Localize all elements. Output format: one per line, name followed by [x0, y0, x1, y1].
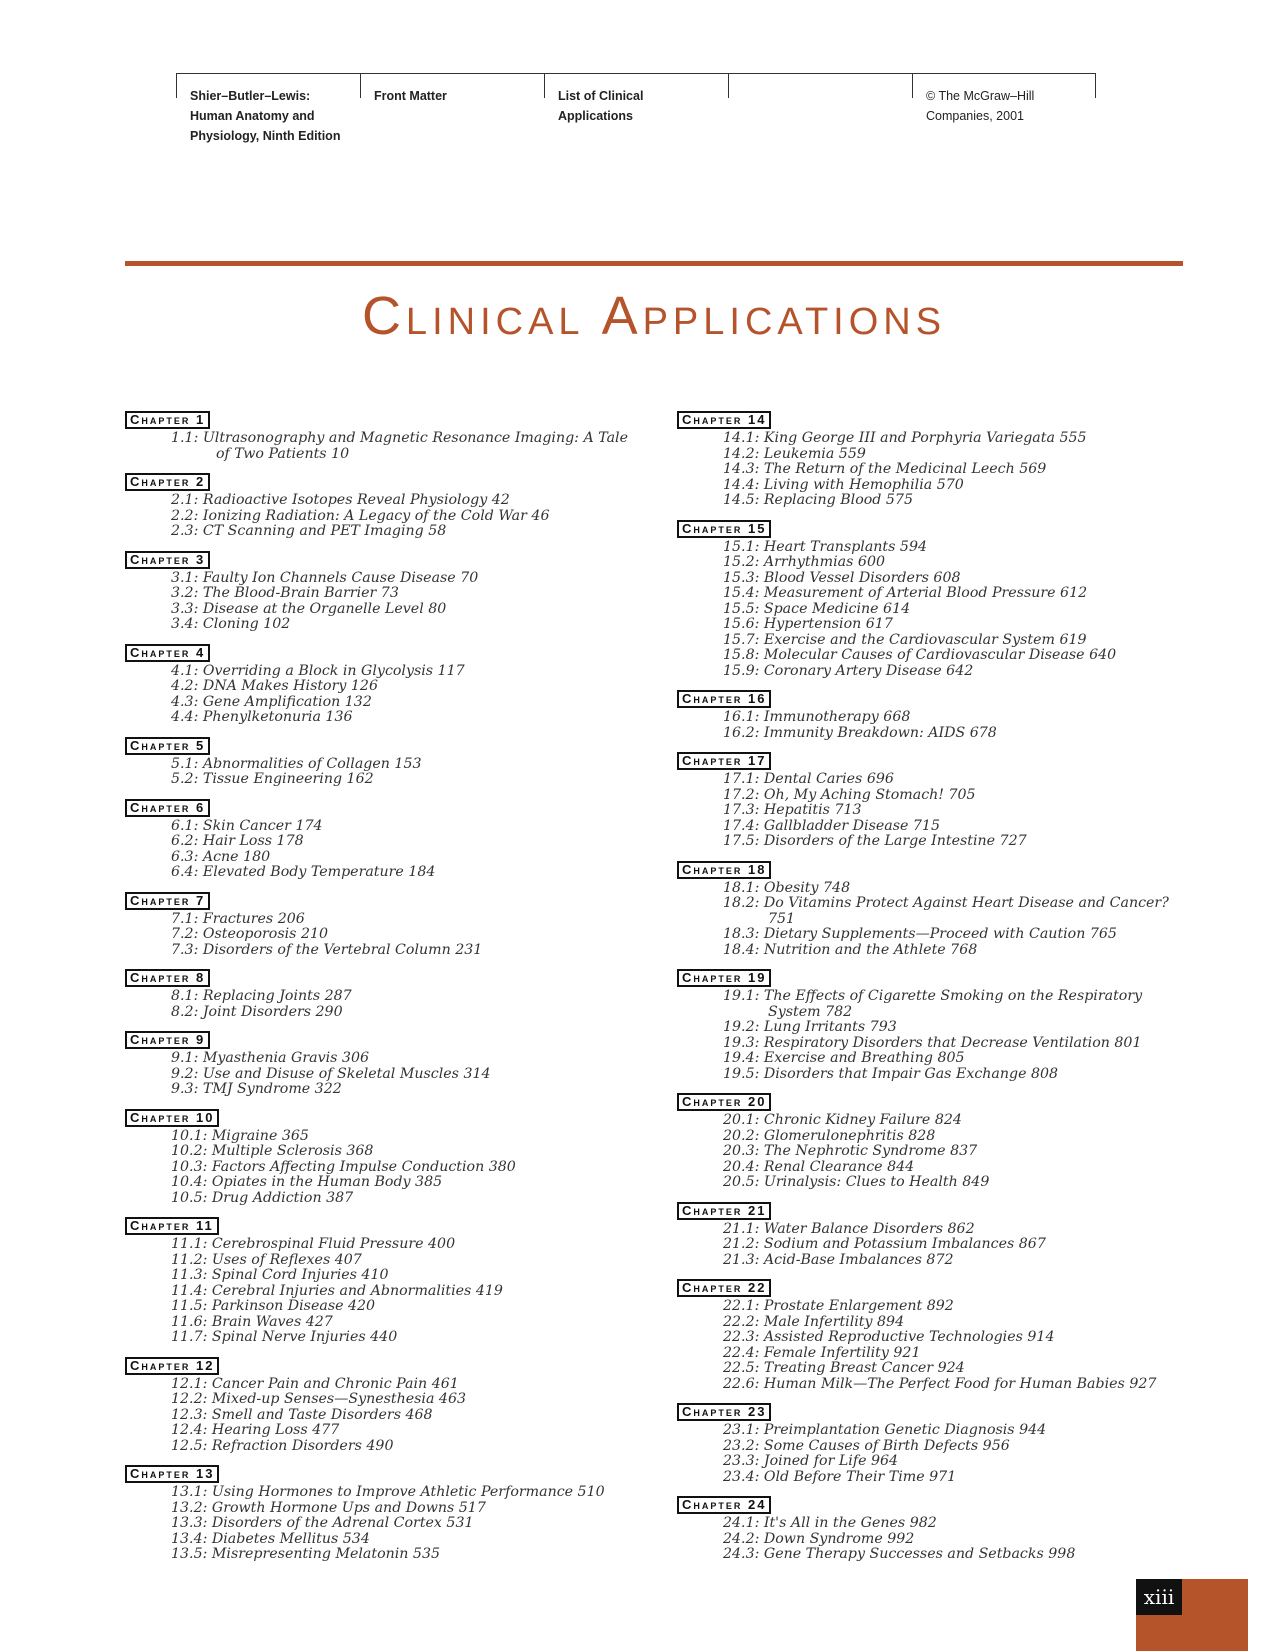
- chapter-section: [125, 890, 645, 959]
- header-section: Front Matter: [374, 89, 447, 103]
- chapter-section: [677, 1401, 1197, 1485]
- application-entry: 20.2: Glomerulonephritis 828: [723, 1127, 936, 1144]
- application-entry: 6.3: Acne 180: [171, 848, 271, 865]
- application-entry: 18.3: Dietary Supplements—Proceed with Caution 765: [723, 926, 1117, 942]
- chapter-section: [125, 735, 645, 788]
- application-entry: 15.8: Molecular Causes of Cardiovascular Disease 640: [723, 647, 1117, 663]
- application-entry: 10.1: Migraine 365: [171, 1127, 309, 1144]
- application-entry: 22.6: Human Milk—The Perfect Food for Human Babies 927: [723, 1375, 1157, 1392]
- application-entry: 6.4: Elevated Body Temperature 184: [171, 864, 436, 880]
- application-entry: 12.2: Mixed-up Senses—Synesthesia 463: [171, 1391, 466, 1407]
- application-entry: 17.1: Dental Caries 696: [723, 771, 894, 787]
- application-entry: 12.1: Cancer Pain and Chronic Pain 461: [171, 1375, 459, 1392]
- application-entry: 13.5: Misrepresenting Melatonin 535: [171, 1546, 441, 1562]
- application-entry: 7.3: Disorders of the Vertebral Column 231: [171, 941, 483, 958]
- header-divider: [360, 74, 361, 98]
- application-entry: 11.2: Uses of Reflexes 407: [171, 1251, 362, 1268]
- application-entry: 11.1: Cerebrospinal Fluid Pressure 400: [171, 1236, 456, 1252]
- chapter-section: [125, 409, 645, 462]
- application-entry: 14.3: The Return of the Medicinal Leech 569: [723, 461, 1047, 477]
- application-entry: 9.1: Myasthenia Gravis 306: [171, 1050, 370, 1066]
- application-entry: 23.3: Joined for Life 964: [723, 1453, 899, 1469]
- chapter-section: [125, 797, 645, 881]
- left-column: [125, 409, 645, 1572]
- page-number: xiii: [1136, 1579, 1182, 1615]
- application-entry: 15.4: Measurement of Arterial Blood Pressure 612: [723, 585, 1088, 601]
- chapter-section: [677, 1200, 1197, 1269]
- chapter-label: Chapter 6: [125, 799, 210, 817]
- application-entry: 6.2: Hair Loss 178: [171, 833, 304, 849]
- chapter-label: Chapter 2: [125, 473, 210, 491]
- application-entry: 14.4: Living with Hemophilia 570: [723, 476, 964, 493]
- application-entry: 4.1: Overriding a Block in Glycolysis 117: [171, 662, 465, 679]
- application-entry: 11.3: Spinal Cord Injuries 410: [171, 1267, 389, 1283]
- chapter-label: Chapter 13: [125, 1465, 219, 1483]
- chapter-section: [125, 1463, 645, 1563]
- application-entry: 2.3: CT Scanning and PET Imaging 58: [171, 523, 447, 539]
- application-entry: 22.3: Assisted Reproductive Technologies 914: [723, 1329, 1055, 1345]
- application-entry: 13.1: Using Hormones to Improve Athletic Performance 510: [171, 1484, 605, 1500]
- application-entry: 3.1: Faulty Ion Channels Cause Disease 70: [171, 569, 479, 586]
- application-entry: 19.3: Respiratory Disorders that Decrease Ventilation 801: [723, 1034, 1142, 1051]
- header-divider: [1095, 74, 1096, 98]
- chapter-section: [125, 471, 645, 540]
- application-entry: 20.4: Renal Clearance 844: [723, 1158, 915, 1175]
- application-entry: 20.1: Chronic Kidney Failure 824: [723, 1112, 962, 1128]
- application-entry: 7.2: Osteoporosis 210: [171, 926, 329, 942]
- header-divider: [912, 74, 913, 98]
- application-entry: 10.4: Opiates in the Human Body 385: [171, 1174, 443, 1190]
- chapter-label: Chapter 15: [677, 520, 771, 538]
- application-entry: 24.3: Gene Therapy Successes and Setbacks 998: [723, 1546, 1076, 1562]
- application-entry: 15.6: Hypertension 617: [723, 616, 893, 632]
- header-item: List of Clinical Applications: [558, 89, 644, 123]
- application-entry: 19.5: Disorders that Impair Gas Exchange 808: [723, 1065, 1059, 1082]
- chapter-label: Chapter 23: [677, 1403, 771, 1421]
- application-entry: 9.2: Use and Disuse of Skeletal Muscles 314: [171, 1065, 491, 1082]
- chapter-section: [677, 750, 1197, 850]
- chapter-section: [677, 688, 1197, 741]
- chapter-label: Chapter 11: [125, 1217, 219, 1235]
- chapter-label: Chapter 21: [677, 1202, 771, 1220]
- application-entry: 2.1: Radioactive Isotopes Reveal Physiology 42: [171, 492, 510, 508]
- application-entry: 20.3: The Nephrotic Syndrome 837: [723, 1143, 978, 1159]
- chapter-section: [677, 518, 1197, 680]
- header-divider: [728, 74, 729, 98]
- application-entry: 15.5: Space Medicine 614: [723, 600, 911, 617]
- chapter-section: [125, 642, 645, 726]
- application-entry: 6.1: Skin Cancer 174: [171, 817, 323, 834]
- application-entry: 23.2: Some Causes of Birth Defects 956: [723, 1437, 1010, 1454]
- chapter-label: Chapter 4: [125, 644, 210, 662]
- chapter-label: Chapter 16: [677, 690, 771, 708]
- application-entry: 8.2: Joint Disorders 290: [171, 1003, 343, 1020]
- application-entry: 11.6: Brain Waves 427: [171, 1313, 333, 1330]
- chapter-label: Chapter 20: [677, 1093, 771, 1111]
- chapter-section: [677, 1494, 1197, 1563]
- title-rule: [125, 261, 1183, 266]
- application-entry: 8.1: Replacing Joints 287: [171, 988, 352, 1004]
- application-entry: 19.1: The Effects of Cigarette Smoking on the Respiratory System 782: [723, 988, 1143, 1020]
- chapter-label: Chapter 10: [125, 1109, 219, 1127]
- application-entry: 12.4: Hearing Loss 477: [171, 1422, 340, 1438]
- application-entry: 21.1: Water Balance Disorders 862: [723, 1220, 975, 1237]
- chapter-label: Chapter 3: [125, 551, 210, 569]
- chapter-label: Chapter 24: [677, 1496, 771, 1514]
- application-entry: 10.3: Factors Affecting Impulse Conduction 380: [171, 1158, 516, 1175]
- chapter-section: [677, 1091, 1197, 1191]
- application-entry: 12.5: Refraction Disorders 490: [171, 1437, 394, 1454]
- application-entry: 2.2: Ionizing Radiation: A Legacy of the Cold War 46: [171, 507, 550, 524]
- application-entry: 24.2: Down Syndrome 992: [723, 1530, 915, 1547]
- application-entry: 4.3: Gene Amplification 132: [171, 693, 372, 710]
- application-entry: 17.4: Gallbladder Disease 715: [723, 817, 940, 834]
- header-divider: [176, 74, 177, 98]
- application-entry: 20.5: Urinalysis: Clues to Health 849: [723, 1174, 990, 1190]
- chapter-label: Chapter 22: [677, 1279, 771, 1297]
- application-entry: 3.2: The Blood-Brain Barrier 73: [171, 585, 399, 601]
- chapter-label: Chapter 12: [125, 1357, 219, 1375]
- application-entry: 13.3: Disorders of the Adrenal Cortex 531: [171, 1515, 474, 1531]
- chapter-section: [125, 1029, 645, 1098]
- application-entry: 4.4: Phenylketonuria 136: [171, 709, 353, 725]
- chapter-label: Chapter 9: [125, 1031, 210, 1049]
- application-entry: 3.3: Disease at the Organelle Level 80: [171, 600, 447, 617]
- chapter-section: [125, 1215, 645, 1346]
- chapter-label: Chapter 5: [125, 737, 210, 755]
- application-entry: 15.7: Exercise and the Cardiovascular System 619: [723, 631, 1087, 648]
- application-entry: 13.4: Diabetes Mellitus 534: [171, 1530, 370, 1547]
- chapter-label: Chapter 18: [677, 861, 771, 879]
- application-entry: 22.1: Prostate Enlargement 892: [723, 1298, 954, 1314]
- right-column: [677, 409, 1197, 1572]
- application-entry: 10.2: Multiple Sclerosis 368: [171, 1143, 374, 1159]
- chapter-section: [677, 409, 1197, 509]
- header-book-title: Shier–Butler–Lewis: Human Anatomy and Physiology, Ninth Edition: [190, 89, 341, 143]
- page-title: Clinical Applications: [361, 286, 947, 346]
- application-entry: 5.2: Tissue Engineering 162: [171, 771, 374, 787]
- chapter-label: Chapter 17: [677, 752, 771, 770]
- chapter-section: [125, 549, 645, 633]
- application-entry: 14.2: Leukemia 559: [723, 445, 866, 462]
- application-entry: 16.2: Immunity Breakdown: AIDS 678: [723, 724, 997, 741]
- chapter-label: Chapter 7: [125, 892, 210, 910]
- chapter-section: [125, 967, 645, 1020]
- application-entry: 11.4: Cerebral Injuries and Abnormalities 419: [171, 1282, 503, 1299]
- application-entry: 24.1: It's All in the Genes 982: [723, 1515, 937, 1531]
- application-entry: 4.2: DNA Makes History 126: [171, 678, 378, 694]
- application-entry: 19.4: Exercise and Breathing 805: [723, 1050, 965, 1066]
- application-entry: 9.3: TMJ Syndrome 322: [171, 1081, 342, 1097]
- application-entry: 22.4: Female Infertility 921: [723, 1344, 921, 1361]
- application-entry: 15.3: Blood Vessel Disorders 608: [723, 569, 961, 586]
- application-entry: 17.5: Disorders of the Large Intestine 727: [723, 833, 1027, 849]
- application-entry: 22.5: Treating Breast Cancer 924: [723, 1360, 965, 1376]
- application-entry: 3.4: Cloning 102: [171, 616, 291, 632]
- application-entry: 19.2: Lung Irritants 793: [723, 1019, 897, 1035]
- application-entry: 1.1: Ultrasonography and Magnetic Resonance Imaging: A Tale of Two Patients 10: [171, 430, 628, 462]
- application-entry: 12.3: Smell and Taste Disorders 468: [171, 1406, 433, 1423]
- application-entry: 23.1: Preimplantation Genetic Diagnosis 944: [723, 1422, 1047, 1438]
- chapter-label: Chapter 8: [125, 969, 210, 987]
- application-entry: 18.2: Do Vitamins Protect Against Heart Disease and Cancer? 751: [723, 895, 1169, 927]
- application-entry: 22.2: Male Infertility 894: [723, 1313, 905, 1330]
- application-entry: 13.2: Growth Hormone Ups and Downs 517: [171, 1499, 486, 1516]
- application-entry: 17.2: Oh, My Aching Stomach! 705: [723, 786, 976, 803]
- chapter-label: Chapter 1: [125, 411, 210, 429]
- chapter-section: [677, 1277, 1197, 1392]
- application-entry: 11.5: Parkinson Disease 420: [171, 1298, 376, 1314]
- application-entry: 10.5: Drug Addiction 387: [171, 1189, 354, 1206]
- chapter-section: [125, 1355, 645, 1455]
- application-entry: 15.2: Arrhythmias 600: [723, 554, 885, 570]
- application-entry: 15.9: Coronary Artery Disease 642: [723, 662, 974, 679]
- application-entry: 21.3: Acid-Base Imbalances 872: [723, 1251, 954, 1268]
- chapter-section: [677, 859, 1197, 959]
- application-entry: 16.1: Immunotherapy 668: [723, 709, 911, 725]
- application-entry: 18.1: Obesity 748: [723, 879, 851, 896]
- chapter-section: [125, 1107, 645, 1207]
- chapter-label: Chapter 19: [677, 969, 771, 987]
- chapter-section: [677, 967, 1197, 1082]
- application-entry: 14.1: King George III and Porphyria Variegata 555: [723, 430, 1087, 446]
- application-entry: 18.4: Nutrition and the Athlete 768: [723, 941, 978, 958]
- application-entry: 21.2: Sodium and Potassium Imbalances 867: [723, 1236, 1046, 1252]
- application-entry: 11.7: Spinal Nerve Injuries 440: [171, 1329, 398, 1345]
- application-entry: 17.3: Hepatitis 713: [723, 802, 862, 818]
- application-entry: 15.1: Heart Transplants 594: [723, 538, 928, 555]
- application-entry: 7.1: Fractures 206: [171, 910, 305, 927]
- application-entry: 14.5: Replacing Blood 575: [723, 492, 913, 508]
- application-entry: 5.1: Abnormalities of Collagen 153: [171, 755, 422, 772]
- chapter-label: Chapter 14: [677, 411, 771, 429]
- header-divider: [544, 74, 545, 98]
- header-copyright: © The McGraw–Hill Companies, 2001: [926, 89, 1035, 123]
- application-entry: 23.4: Old Before Their Time 971: [723, 1468, 957, 1485]
